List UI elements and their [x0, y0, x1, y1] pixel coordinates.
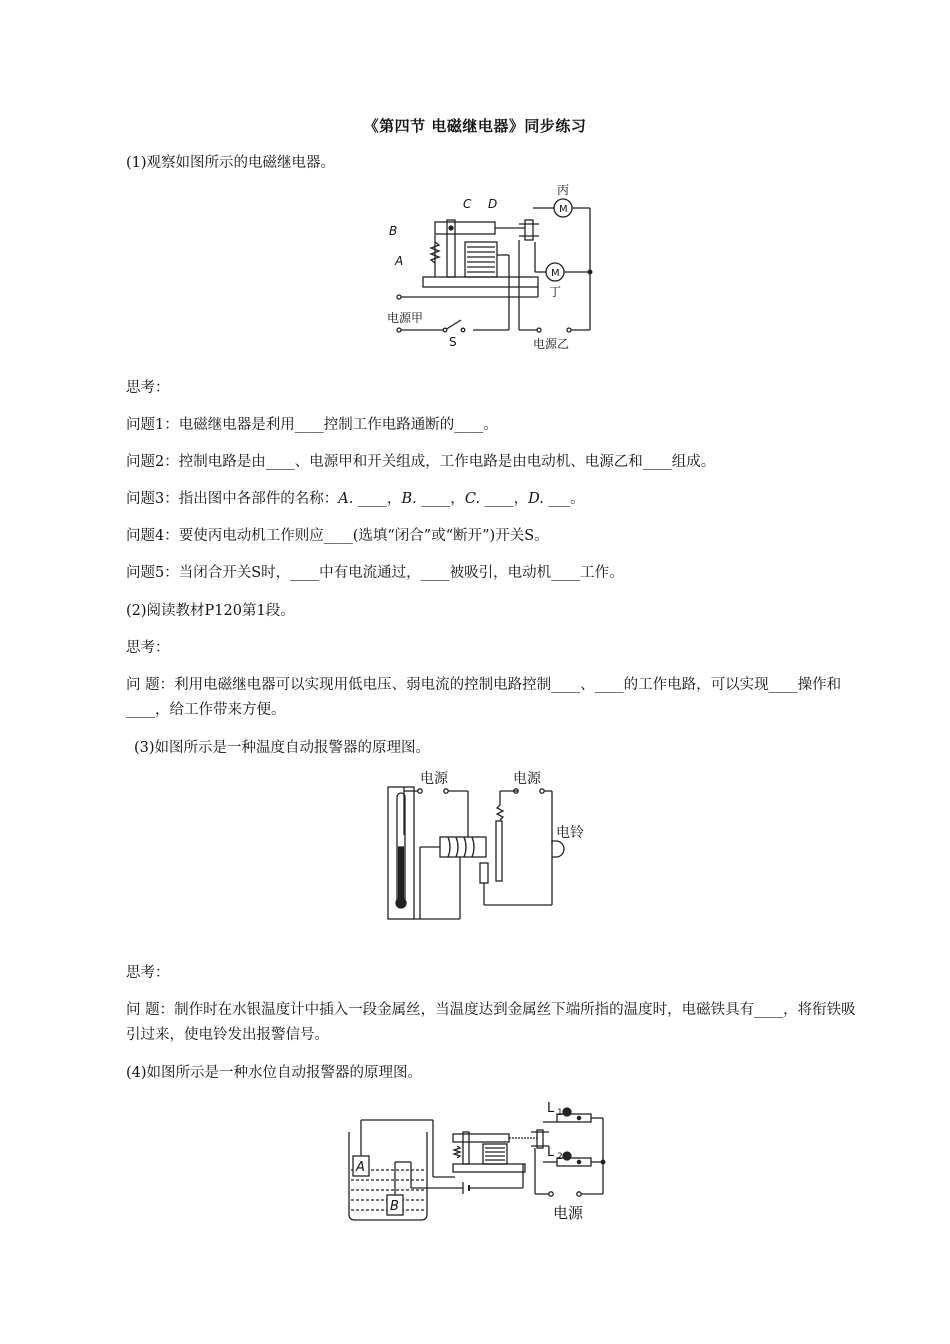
bell-icon — [552, 841, 564, 857]
q3-A-blank: ____， — [353, 491, 402, 507]
relay-coil — [483, 1144, 507, 1164]
q3-C-blank: ____， — [480, 491, 529, 507]
label-switch-S: S — [449, 335, 457, 349]
question-3 — [126, 489, 585, 509]
label-L1: L — [547, 1101, 555, 1116]
question-6: 问 题：利用电磁继电器可以实现用低电压、弱电流的控制电路控制____、____的工作电路，可以实现____操作和____，给工作带来方便。 — [126, 677, 842, 718]
question-2: 问题2：控制电路是由____、电源甲和开关组成，工作电路是由电动机、电源乙和____组成。 — [126, 454, 716, 470]
section-3-intro: (3)如图所示是一种温度自动报警器的原理图。 — [134, 740, 431, 756]
page-title: 《第四节 电磁继电器》同步练习 — [363, 117, 587, 135]
question-7: 问 题：制作时在水银温度计中插入一段金属丝，当温度达到金属丝下端所指的温度时，电磁铁具有____，将衔铁吸引过来，使电铃发出报警信号。 — [126, 1002, 856, 1043]
label-A: A — [356, 1160, 365, 1175]
label-power-yi: 电源乙 — [533, 337, 570, 351]
section-1-intro: (1)观察如图所示的电磁继电器。 — [126, 155, 336, 171]
q3-A: A. — [338, 491, 354, 507]
q3-B-blank: ____， — [416, 491, 465, 507]
question-1: 问题1：电磁继电器是利用____控制工作电路通断的____。 — [126, 417, 498, 433]
label-A: A — [395, 254, 404, 268]
contact — [480, 863, 488, 883]
relay-figure — [385, 180, 605, 355]
think-3: 思考： — [126, 965, 170, 981]
motor-ding-label: M — [551, 268, 560, 279]
electromagnet — [440, 837, 486, 857]
water-level-alarm-figure — [345, 1092, 610, 1227]
relay-base — [423, 277, 538, 287]
section-2-intro: (2)阅读教材P120第1段。 — [126, 603, 295, 619]
label-power-jia: 电源甲 — [387, 311, 424, 325]
label-L2: L — [547, 1145, 555, 1160]
relay-armature — [435, 222, 495, 234]
q3-B: B. — [401, 491, 417, 507]
relay-base — [453, 1164, 525, 1172]
label-L2-sub: 2 — [557, 1152, 563, 1162]
question-5: 问题5：当闭合开关S时，____中有电流通过，____被吸引，电动机____工作。 — [126, 565, 624, 581]
think-2: 思考： — [126, 640, 170, 656]
label-B: B — [389, 224, 398, 238]
label-D: D — [488, 197, 498, 211]
temperature-alarm-figure — [380, 765, 605, 925]
label-ding: 丁 — [549, 285, 562, 299]
label-bing: 丙 — [557, 183, 570, 197]
q3-C: C. — [464, 491, 480, 507]
label-power-1: 电源 — [420, 771, 448, 787]
q3-D-blank: ___。 — [543, 491, 585, 507]
label-L1-sub: 1 — [557, 1108, 563, 1118]
q3-D: D. — [528, 491, 544, 507]
label-B: B — [390, 1199, 399, 1214]
section-4-intro: (4)如图所示是一种水位自动报警器的原理图。 — [126, 1065, 423, 1081]
armature — [496, 821, 502, 881]
question-4: 问题4：要使丙电动机工作则应____(选填“闭合”或“断开”)开关S。 — [126, 528, 549, 544]
label-power: 电源 — [553, 1204, 584, 1222]
label-power-2: 电源 — [513, 771, 541, 787]
label-bell: 电铃 — [556, 825, 584, 841]
question-3-prefix: 问题3：指出图中各部件的名称： — [126, 491, 339, 507]
label-C: C — [463, 197, 472, 211]
motor-bing-label: M — [559, 204, 568, 215]
think-1: 思考： — [126, 380, 170, 396]
